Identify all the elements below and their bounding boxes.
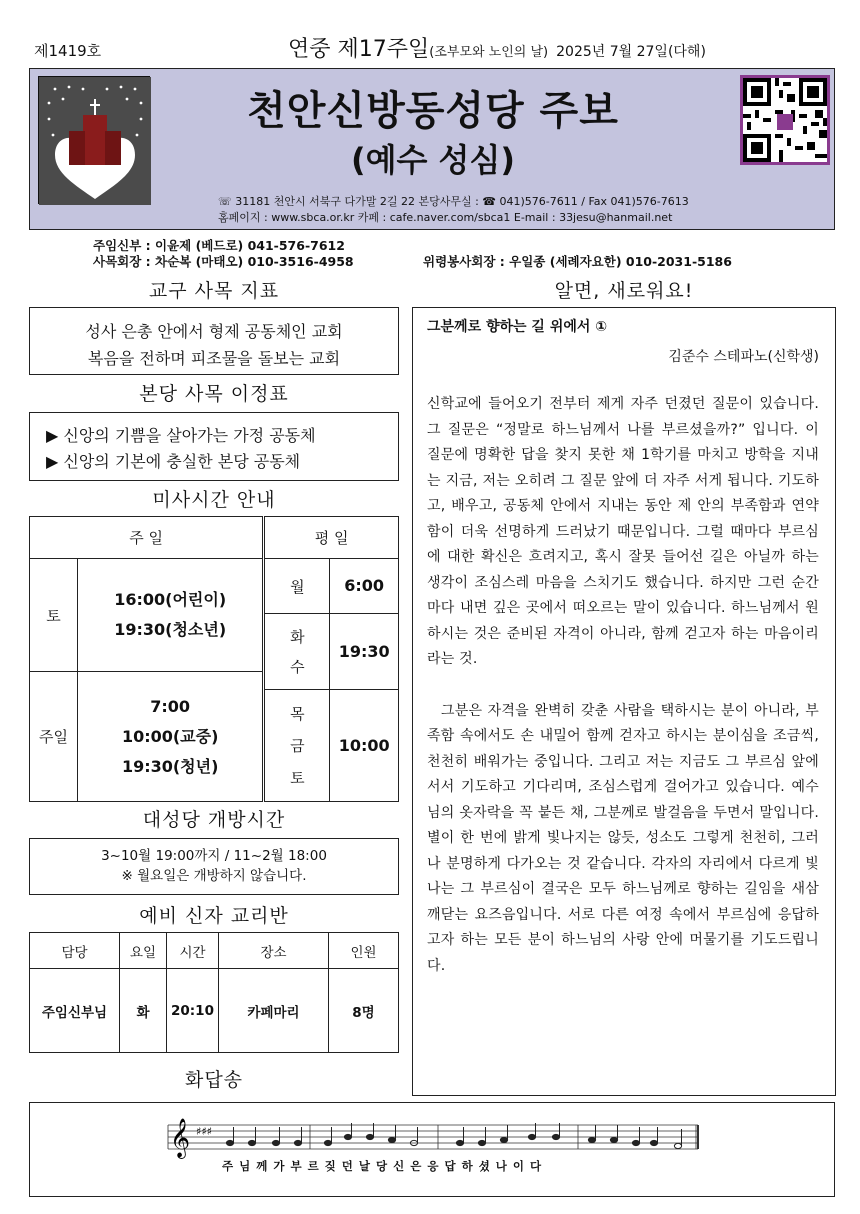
church-open-title: 대성당 개방시간 bbox=[142, 809, 286, 831]
parish-address: ☏ 31181 천안시 서북구 다가말 2길 22 본당사무실 : ☎ 041)576-7611 / Fax 041)576-7613 bbox=[218, 195, 689, 208]
article-author: 김준수 스테파노(신학생) bbox=[668, 349, 819, 365]
diocese-goal-title: 교구 사목 지표 bbox=[148, 280, 280, 302]
monday-label: 월 bbox=[264, 559, 330, 614]
saturday-label: 토 bbox=[30, 559, 78, 672]
column-header: 시간 bbox=[167, 933, 219, 969]
article-paragraph: 신학교에 들어오기 전부터 제게 자주 던졌던 질문이 있습니다. 그 질문은 “정말로 하느님께서 나를 부르셨을까?” 입니다. 이 질문에 명확한 답을 찾지 못한 채 1학기를 마치고 방학을 지내는 지금, 저는 오히려 그 질문 앞에 더 자주 서게 됩니다. 기도하고, 배우고, 공동체 안에서 지내는 동안 제 안의 부족함과 연약함이 더욱 선명하게 드러났기 때문입니다. 그럴 때마다 부르심에 대한 확신은 흐려지고, 혹시 잘못 들어선 길은 아닐까 하는 생각이 조심스레 마음을 스치기도 했습니다. 하지만 그런 순간마다 내면 깊은 곳에서 떠오르는 말이 있습니다. 하느님께서 원하시는 것은 준비된 자격이 아니라, 함께 걷고자 하는 마음이리라는 것. bbox=[427, 396, 819, 667]
sunday-label: 주일 bbox=[30, 672, 78, 802]
thu-fri-sat-label: 목 금 토 bbox=[264, 690, 330, 802]
weekday-header: 평 일 bbox=[264, 517, 399, 559]
table-header-row bbox=[30, 933, 399, 969]
article-section-title: 알면, 새로워요! bbox=[554, 280, 694, 302]
table-cell: 8명 bbox=[329, 969, 399, 1053]
bulletin-title: 천안신방동성당 주보 bbox=[247, 88, 619, 134]
catechism-table bbox=[29, 932, 399, 1053]
table-row bbox=[30, 969, 399, 1053]
article-title: 그분께로 향하는 길 위에서 ① bbox=[427, 319, 608, 335]
pastor-contact: 주임신부 : 이윤제 (베드로) 041-576-7612 bbox=[93, 238, 345, 253]
church-open-box bbox=[29, 838, 399, 895]
bulletin-subtitle: (예수 성심) bbox=[350, 141, 516, 179]
masthead bbox=[29, 68, 835, 230]
parish-web-info: 홈페이지 : www.sbca.or.kr 카페 : cafe.naver.com/sbca1 E-mail : 33jesu@hanmail.net bbox=[218, 211, 673, 224]
catechism-title: 예비 신자 교리반 bbox=[139, 905, 289, 927]
sunday-mass-times: 7:00 10:00(교중) 19:30(청년) bbox=[78, 672, 264, 802]
responsory-score bbox=[29, 1102, 835, 1197]
qr-code bbox=[740, 75, 830, 165]
thu-fri-sat-mass-time: 10:00 bbox=[330, 690, 399, 802]
diocese-goal-line: 복음을 전하며 피조물을 돌보는 교회 bbox=[87, 349, 341, 368]
issue-number: 제1419호 bbox=[34, 42, 102, 60]
sunday-name: 연중 제17주일 bbox=[288, 37, 430, 62]
responsory-title: 화답송 bbox=[184, 1069, 244, 1091]
mass-schedule-title: 미사시간 안내 bbox=[152, 489, 276, 511]
table-cell: 화 bbox=[120, 969, 167, 1053]
diocese-goal-line: 성사 은총 안에서 형제 공동체인 교회 bbox=[85, 322, 343, 341]
column-header: 장소 bbox=[219, 933, 329, 969]
parish-plan-box bbox=[29, 412, 399, 481]
tue-wed-mass-time: 19:30 bbox=[330, 614, 399, 690]
mass-schedule-table bbox=[29, 516, 399, 802]
column-header: 담당 bbox=[30, 933, 120, 969]
memorial-committee-contact: 위령봉사회장 : 우일종 (세례자요한) 010-2031-5186 bbox=[423, 254, 732, 269]
sunday-header: 주 일 bbox=[30, 517, 264, 559]
parish-plan-item: ▶ 신앙의 기본에 충실한 본당 공동체 bbox=[46, 452, 301, 471]
open-hours: 3~10월 19:00까지 / 11~2월 18:00 bbox=[101, 848, 327, 864]
responsory-lyrics: 주 님 께 가 부 르 짖 던 날 당 신 은 응 답 하 셨 나 이 다 bbox=[222, 1159, 543, 1173]
table-cell: 카페마리 bbox=[219, 969, 329, 1053]
monday-mass-time: 6:00 bbox=[330, 559, 399, 614]
council-president-contact: 사목회장 : 차순복 (마태오) 010-3516-4958 bbox=[93, 254, 354, 269]
open-hours-note: ※ 월요일은 개방하지 않습니다. bbox=[121, 868, 307, 884]
diocese-goal-box bbox=[29, 307, 399, 375]
sunday-subtitle: (조부모와 노인의 날) bbox=[429, 45, 549, 60]
saturday-mass-times: 16:00(어린이) 19:30(청소년) bbox=[78, 559, 264, 672]
parish-plan-title: 본당 사목 이정표 bbox=[139, 383, 289, 405]
bulletin-date: 2025년 7월 27일(다해) bbox=[556, 44, 706, 60]
column-header: 요일 bbox=[120, 933, 167, 969]
svg-text:𝄞: 𝄞 bbox=[170, 1118, 191, 1158]
svg-text:♯♯♯: ♯♯♯ bbox=[196, 1125, 212, 1138]
column-header: 인원 bbox=[329, 933, 399, 969]
tue-wed-label: 화 수 bbox=[264, 614, 330, 690]
article-box bbox=[412, 307, 836, 1096]
table-cell: 주임신부님 bbox=[30, 969, 120, 1053]
article-paragraph: 그분은 자격을 완벽히 갖춘 사람을 택하시는 분이 아니라, 부족함 속에서도 손 내밀어 함께 걷자고 하시는 분이심을 조금씩, 천천히 배워가는 중입니다. 그리고 저는 지금도 그 부르심 앞에 서서 기도하고 기다리며, 조심스럽게 걸어가고 있습니다. 예수님의 옷자락을 꼭 붙든 채, 그분께로 발걸음을 두면서 말입니다. 별이 한 번에 밝게 빛나지는 않듯, 성소도 그렇게 천천히, 그러나 분명하게 다가오는 것 같습니다. 각자의 자리에서 다르게 빛나는 그 부르심이 결국은 모두 하느님께로 향하는 길임을 새삼 깨닫는 요즈음입니다. 서로 다른 여정 속에서 부르심에 응답하고자 하는 모든 분이 하느님의 사랑 안에 머물기를 기도드립니다. bbox=[427, 702, 819, 974]
parish-plan-item: ▶ 신앙의 기쁨을 살아가는 가정 공동체 bbox=[46, 426, 316, 445]
liturgical-day bbox=[288, 32, 706, 63]
table-cell: 20:10 bbox=[167, 969, 219, 1053]
